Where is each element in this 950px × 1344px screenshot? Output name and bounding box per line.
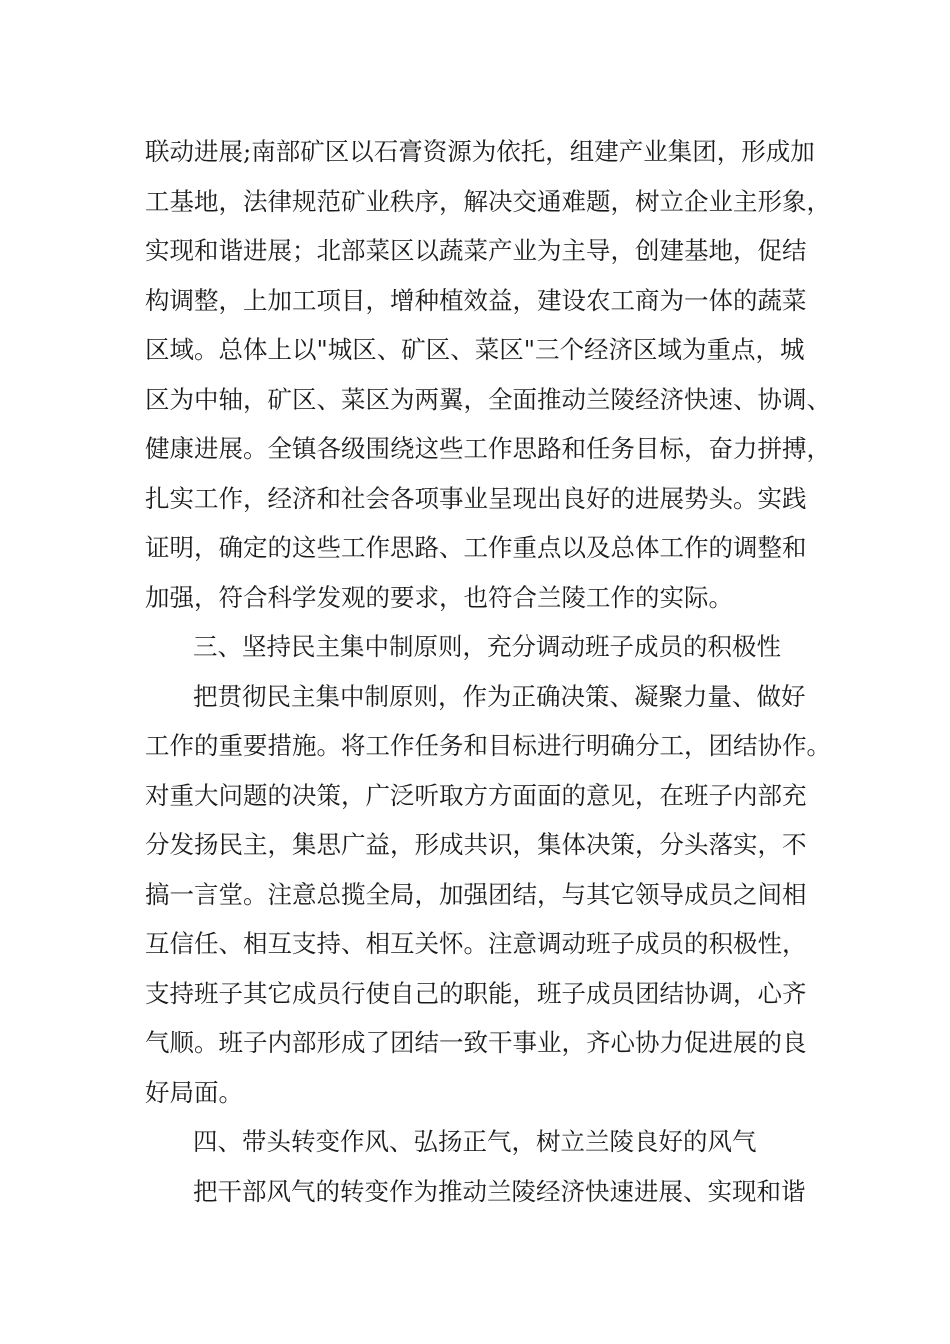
section-heading: 四、带头转变作风、弘扬正气，树立兰陵良好的风气 (193, 1127, 757, 1156)
body-text-line: 分发扬民主，集思广益，形成共识，集体决策，分头落实，不 (145, 830, 807, 859)
section-heading: 三、坚持民主集中制原则，充分调动班子成员的积极性 (193, 632, 781, 661)
body-text-line: 互信任、相互支持、相互关怀。注意调动班子成员的积极性， (145, 929, 807, 958)
body-text-line: 构调整，上加工项目，增种植效益，建设农工商为一体的蔬菜 (145, 286, 807, 315)
body-text-line: 工基地，法律规范矿业秩序，解决交通难题，树立企业主形象， (145, 187, 831, 216)
body-text-line: 实现和谐进展；北部菜区以蔬菜产业为主导，创建基地，促结 (145, 236, 807, 265)
body-text-line: 证明，确定的这些工作思路、工作重点以及总体工作的调整和 (145, 533, 807, 562)
paragraph-first-line: 把贯彻民主集中制原则，作为正确决策、凝聚力量、做好 (193, 682, 806, 711)
paragraph-first-line: 把干部风气的转变作为推动兰陵经济快速进展、实现和谐 (193, 1177, 806, 1206)
body-text-line: 区为中轴，矿区、菜区为两翼，全面推动兰陵经济快速、协调、 (145, 385, 831, 414)
body-text-line: 健康进展。全镇各级围绕这些工作思路和任务目标，奋力拼搏， (145, 434, 831, 463)
body-text-line: 联动进展;南部矿区以石膏资源为依托，组建产业集团，形成加 (145, 137, 815, 166)
body-text-line: 区域。总体上以"城区、矿区、菜区"三个经济区域为重点，城 (145, 335, 805, 364)
body-text-line: 对重大问题的决策，广泛听取方方面面的意见，在班子内部充 (145, 781, 807, 810)
body-text-line: 气顺。班子内部形成了团结一致干事业，齐心协力促进展的良 (145, 1028, 807, 1057)
body-text-line: 搞一言堂。注意总揽全局，加强团结，与其它领导成员之间相 (145, 880, 807, 909)
body-text-line: 扎实工作，经济和社会各项事业呈现出良好的进展势头。实践 (145, 484, 807, 513)
body-text-line: 加强，符合科学发观的要求，也符合兰陵工作的实际。 (145, 583, 733, 612)
body-text-line: 好局面。 (145, 1078, 243, 1107)
body-text-line: 工作的重要措施。将工作任务和目标进行明确分工，团结协作。 (145, 731, 831, 760)
body-text-line: 支持班子其它成员行使自己的职能，班子成员团结协调，心齐 (145, 979, 807, 1008)
